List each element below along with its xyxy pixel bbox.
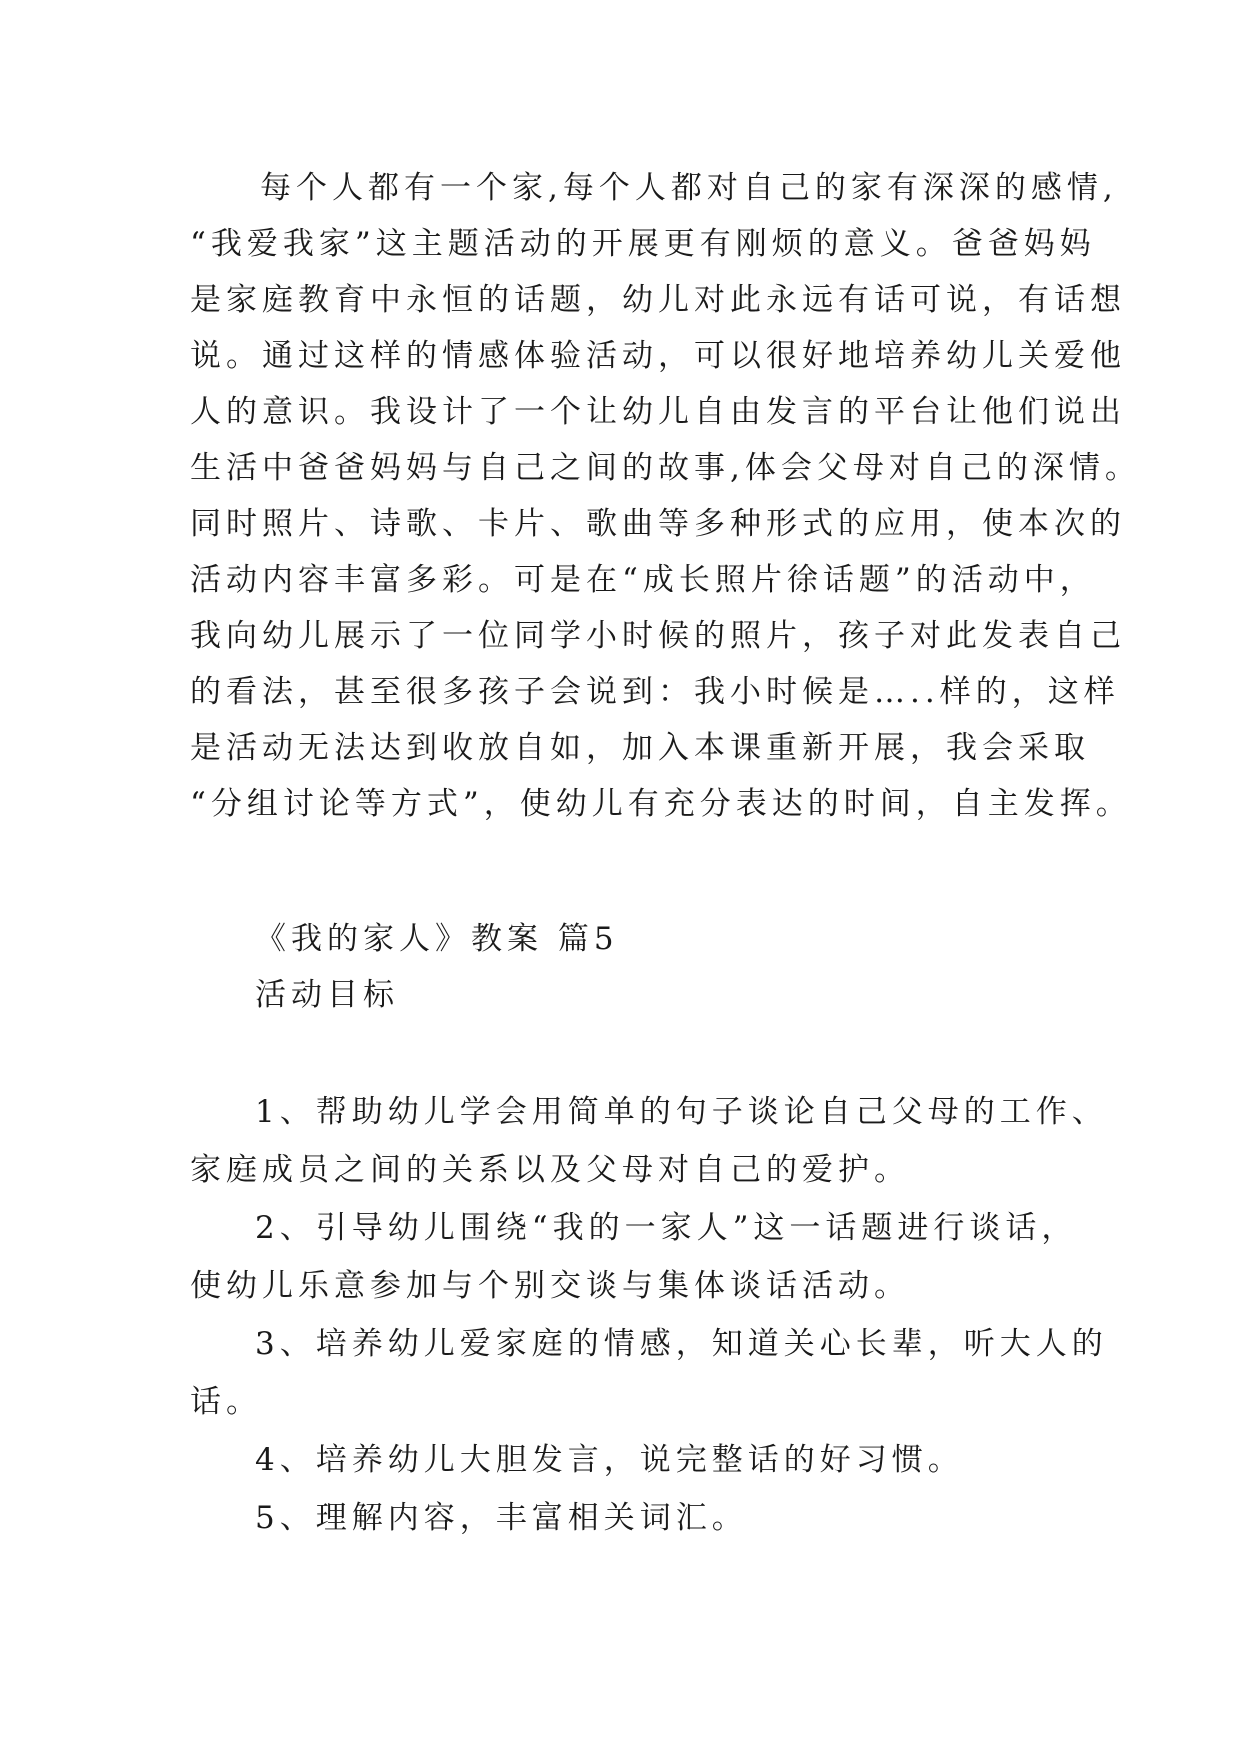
paragraph-line: 说。通过这样的情感体验活动，可以很好地培养幼儿关爱他 bbox=[190, 338, 1126, 374]
section-title: 《我的家人》教案 篇5 bbox=[255, 921, 619, 957]
objective-line: 5、理解内容，丰富相关词汇。 bbox=[255, 1500, 748, 1536]
objective-line: 使幼儿乐意参加与个别交谈与集体谈话活动。 bbox=[190, 1268, 910, 1304]
subsection-title: 活动目标 bbox=[255, 977, 399, 1013]
paragraph-line: 的看法，甚至很多孩子会说到：我小时候是…..样的，这样 bbox=[190, 674, 1120, 710]
paragraph-line: 是活动无法达到收放自如，加入本课重新开展，我会采取 bbox=[190, 730, 1090, 766]
paragraph-line: 生活中爸爸妈妈与自己之间的故事,体会父母对自己的深情。 bbox=[190, 450, 1141, 486]
objective-line: 3、培养幼儿爱家庭的情感，知道关心长辈，听大人的 bbox=[255, 1326, 1108, 1362]
objective-line: 话。 bbox=[190, 1384, 262, 1420]
objective-line: 4、培养幼儿大胆发言，说完整话的好习惯。 bbox=[255, 1442, 964, 1478]
paragraph-line: 人的意识。我设计了一个让幼儿自由发言的平台让他们说出 bbox=[190, 394, 1126, 430]
paragraph-line: 是家庭教育中永恒的话题，幼儿对此永远有话可说，有话想 bbox=[190, 282, 1126, 318]
paragraph-line: 我向幼儿展示了一位同学小时候的照片，孩子对此发表自己 bbox=[190, 618, 1126, 654]
paragraph-line: 每个人都有一个家,每个人都对自己的家有深深的感情, bbox=[260, 170, 1118, 206]
paragraph-line: 同时照片、诗歌、卡片、歌曲等多种形式的应用，使本次的 bbox=[190, 506, 1126, 542]
objective-line: 2、引导幼儿围绕“我的一家人”这一话题进行谈话， bbox=[255, 1210, 1078, 1246]
paragraph-line: “我爱我家”这主题活动的开展更有刚烦的意义。爸爸妈妈 bbox=[190, 226, 1096, 262]
paragraph-line: 活动内容丰富多彩。可是在“成长照片徐话题”的活动中， bbox=[190, 562, 1096, 598]
objective-line: 家庭成员之间的关系以及父母对自己的爱护。 bbox=[190, 1152, 910, 1188]
paragraph-line: “分组讨论等方式”，使幼儿有充分表达的时间，自主发挥。 bbox=[190, 786, 1132, 822]
objective-line: 1、帮助幼儿学会用简单的句子谈论自己父母的工作、 bbox=[255, 1094, 1108, 1130]
